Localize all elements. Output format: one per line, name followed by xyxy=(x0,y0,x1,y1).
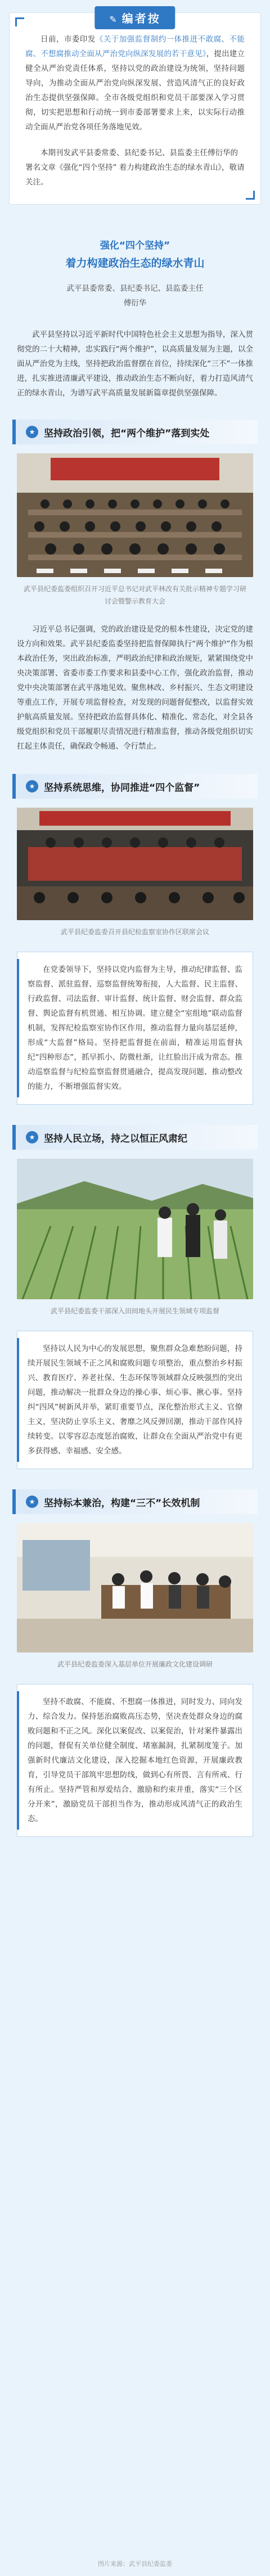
article-title-line2: 着力构建政治生态的绿水青山 xyxy=(65,257,205,269)
editor-note-text2: 本期刊发武平县委常委、县纪委书记、县监委主任傅衍华的署名文章《强化“四个坚持” 着力构建政治生态的绿水青山》，敬请关注。 xyxy=(25,148,245,187)
section-title: 坚持政治引领，把“两个维护”落到实处 xyxy=(44,427,210,439)
photo-caption: 武平县纪委监委深入基层单位开展廉政文化建设调研 xyxy=(57,1660,213,1668)
megaphone-icon: ✎ xyxy=(109,14,119,25)
star-icon: ★ xyxy=(26,1131,38,1143)
corner-decoration xyxy=(15,17,24,26)
editor-note-text xyxy=(25,32,245,134)
editor-note-label: 编者按 xyxy=(122,12,161,25)
star-icon: ★ xyxy=(26,1496,38,1508)
section-photo-meeting xyxy=(17,453,253,577)
star-icon: ★ xyxy=(26,780,38,792)
article-title-line1: 强化“四个坚持” xyxy=(100,240,170,251)
editor-note-text-part: ，提出建立健全从严治党责任体系，坚持以党的政治建设为统领，坚持问题导向，为推动全面从严治党向纵深发展、营造风清气正的良好政治生态提供坚强保障。全市各级党组织和党员干部要深入学习贯彻，切实把思想和行动统一到市委部署要求上来，以实际行动推动全面从严治党各项任务落地见效。 xyxy=(25,49,245,132)
section-body: 坚持以人民为中心的发展思想，聚焦群众急难愁盼问题，持续开展民生领域不正之风和腐败问题专项整治，重点整治乡村振兴、教育医疗、养老社保、生态环保等领域群众反映强烈的突出问题，推动解决一批群众身边的操心事、烦心事、揪心事。坚持纠“四风”树新风并举，紧盯重要节点，深化整治形式主义、官僚主义，坚决防止享乐主义、奢靡之风反弹回潮，推动干部作风持续转变。以零容忍态度惩治腐败，让群众在全面从严治党中有更多获得感、幸福感、安全感。 xyxy=(28,1344,242,1456)
section-title: 坚持系统思维，协同推进“四个监督” xyxy=(44,782,200,794)
editor-note-text-part: 日前，市委印发 xyxy=(40,35,96,44)
conference-photo-illustration xyxy=(17,808,253,920)
star-icon: ★ xyxy=(26,426,38,438)
editor-note-card xyxy=(9,12,261,205)
byline-position: 武平县委常委、县纪委书记、县监委主任 xyxy=(66,284,204,293)
image-source-footer: 图片来源：武平县纪委监委 xyxy=(98,2560,172,2568)
section-body: 习近平总书记强调，党的政治建设是党的根本性建设，决定党的建设方向和效果。武平县纪委监委坚持把监督保障执行“两个维护”作为根本政治任务，突出政治标准，严明政治纪律和政治规矩，紧紧围绕党中央决策部署、省委市委工作要求和县委中心工作，强化政治监督，推动党中央决策部署在武平落地见效。聚焦林改、乡村振兴、生态文明建设等重点工作，开展专项监督检查，对发现的问题督促整改，以监督实效护航高质量发展。坚持把政治监督具体化、精准化、常态化，对全县各级党组织和党员干部履职尽责情况进行精准监督，推动各级党组织切实扛起主体责任，确保政令畅通、令行禁止。 xyxy=(17,625,253,751)
section-body-box xyxy=(17,1684,253,1837)
editor-note-tag xyxy=(94,6,175,29)
photo-caption: 武平县纪委监委召开县纪检监察室协作区联席会议 xyxy=(60,928,209,936)
section-title: 坚持标本兼治，构建“三不”长效机制 xyxy=(44,1497,200,1509)
section-body-box xyxy=(17,952,253,1105)
section-photo-field xyxy=(17,1159,253,1299)
editor-note-highlight: 《关于加强监督制约一体推进不敢腐、不能腐、不想腐推动全面从严治党向纵深发展的若干意见》 xyxy=(25,35,245,58)
photo-caption: 武平县纪委监委干部深入田间地头开展民生领域专项监督 xyxy=(50,1307,219,1315)
section-body-box xyxy=(17,1331,253,1469)
article-title-block xyxy=(9,237,261,310)
section-title: 坚持人民立场，持之以恒正风肃纪 xyxy=(44,1133,187,1145)
meeting-photo-illustration xyxy=(17,453,253,577)
section-photo-office xyxy=(17,1523,253,1652)
section-photo-conference xyxy=(17,808,253,920)
section-header-4 xyxy=(12,1489,258,1514)
corner-decoration xyxy=(246,191,255,200)
section-body: 在党委领导下，坚持以党内监督为主导，推动纪律监督、监察监督、派驻监督、巡察监督统筹衔接，人大监督、民主监督、行政监督、司法监督、审计监督、统计监督、财会监督、群众监督、舆论监督有机贯通、相互协调。建立健全“室组地”联动监督机制，发挥纪检监察室协作区作用，推动监督力量向基层延伸，形成“大监督”格局。坚持把监督挺在前面，精准运用监督执纪“四种形态”，抓早抓小、防微杜渐，让红脸出汗成为常态。推动巡察监督与纪检监察监督贯通融合，提高发现问题、推动整改的能力，不断增强监督实效。 xyxy=(28,965,242,1091)
byline-author: 傅衍华 xyxy=(123,299,147,308)
section-header-3 xyxy=(12,1125,258,1150)
section-body: 坚持不敢腐、不能腐、不想腐一体推进，同时发力、同向发力、综合发力。保持惩治腐败高压态势，坚决查处群众身边的腐败问题和不正之风。深化以案促改、以案促治，针对案件暴露出的问题，督促有关单位健全制度、堵塞漏洞，扎紧制度笼子。加强新时代廉洁文化建设，深入挖掘本地红色资源，开展廉政教育，引导党员干部筑牢思想防线，做到心有所畏、言有所戒、行有所止。坚持严管和厚爱结合、激励和约束并重，落实“三个区分开来”，激励党员干部担当作为，推动形成风清气正的政治生态。 xyxy=(28,1697,242,1823)
office-photo-illustration xyxy=(17,1523,253,1652)
photo-caption: 武平县纪委监委组织召开习近平总书记对武平林改有关批示精神专题学习研讨会暨警示教育大会 xyxy=(23,585,246,605)
section-header-2 xyxy=(12,774,258,799)
field-photo-illustration xyxy=(17,1159,253,1299)
section-header-1 xyxy=(12,420,258,444)
intro-paragraph: 武平县坚持以习近平新时代中国特色社会主义思想为指导，深入贯彻党的二十大精神，忠实践行“两个维护”，以高质量发展为主题，以全面从严治党为主线，坚持把政治监督摆在首位，持续深化“三不”一体推进，扎实推进清廉武平建设，推动政治生态不断向好，着力打造风清气正的绿水青山，为谱写武平高质量发展新篇章提供坚强保障。 xyxy=(17,330,253,398)
